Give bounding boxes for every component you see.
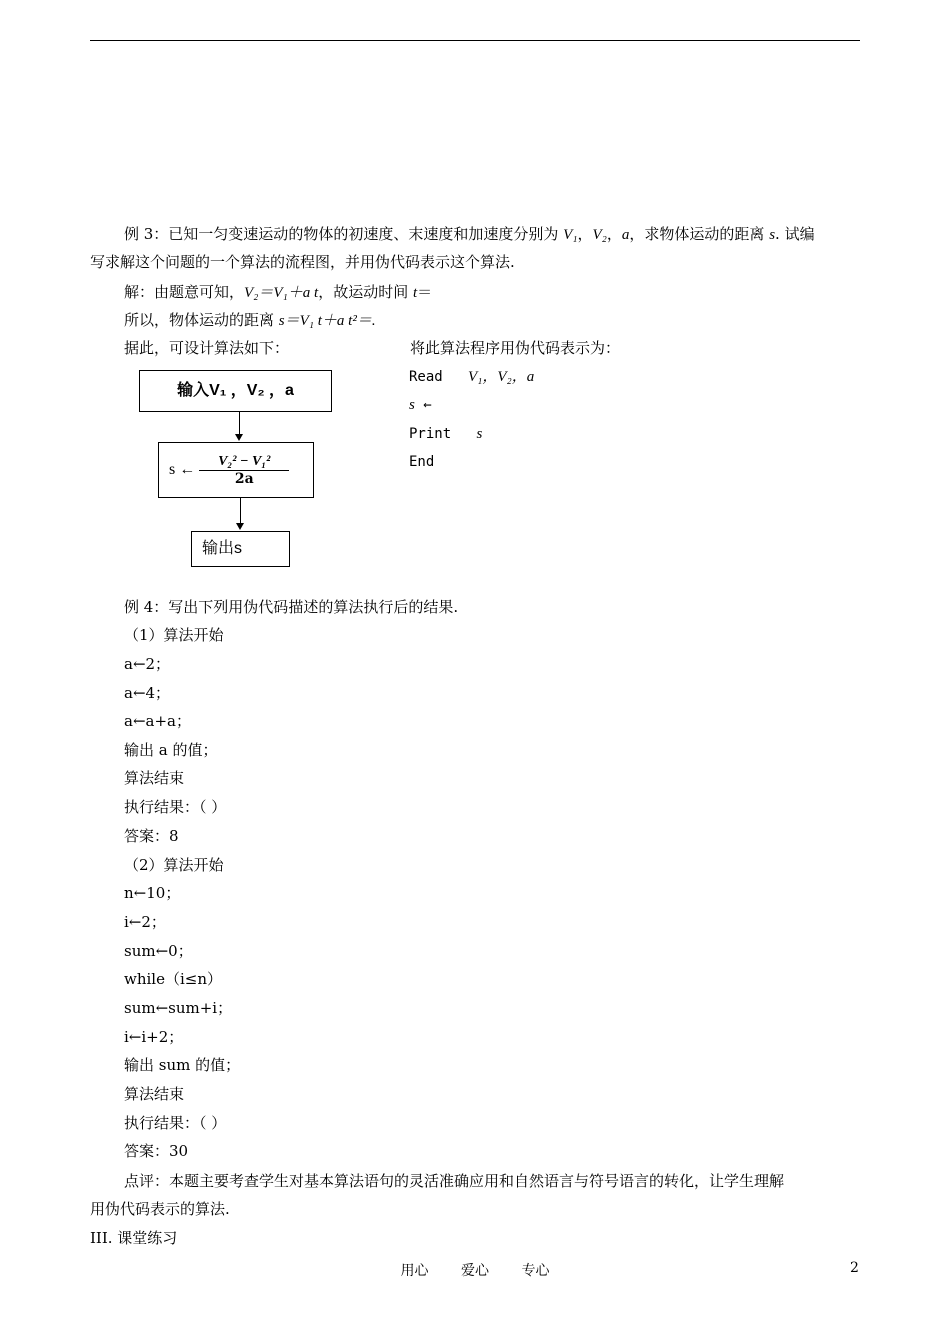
flow-assign-content (169, 443, 289, 497)
ex4-p1-line3: a←a+a； (124, 712, 191, 730)
ex4-title: 例 4：写出下列用伪代码描述的算法执行后的结果. (124, 598, 459, 616)
var-t: t (412, 285, 418, 301)
ex4-p1-answer: 答案：8 (124, 827, 179, 845)
var-v1: V₁ (563, 227, 578, 243)
footer-word: 用心 (400, 1263, 429, 1279)
assign-arrow: ← (423, 397, 432, 413)
ex3-line2: 写求解这个问题的一个算法的流程图，并用伪代码表示这个算法. (90, 253, 515, 271)
ex4-p2-end: 算法结束 (124, 1085, 185, 1103)
print-arg: s (476, 426, 483, 442)
ex4-p1-line2: a←4； (124, 684, 171, 702)
ex4-p2-line4: while（i≤n） (124, 970, 222, 988)
flow-assign-box (158, 442, 314, 498)
ex4-p1-output: 输出 a 的值； (124, 741, 218, 759)
sol-equation: V₂＝V₁＋a t (244, 285, 319, 301)
page-number: 2 (850, 1260, 859, 1276)
ex4-comment-1: 点评：本题主要考查学生对基本算法语句的灵活准确应用和自然语言与符号语言的转化，让学生理解 (124, 1172, 785, 1190)
ex3-solution (124, 282, 432, 303)
ex4-p1-result: 执行结果：（ ） (124, 798, 227, 816)
read-args: V₁，V₂，a (468, 369, 535, 385)
ex4-p1-start: （1）算法开始 (124, 626, 224, 644)
sol-text: 解：由题意可知， (124, 283, 245, 301)
ex3-distance (124, 310, 376, 331)
header-rule (90, 40, 860, 41)
sep: ， (577, 225, 593, 243)
ex3-line1 (124, 224, 815, 245)
var-v2: V₂ (592, 227, 607, 243)
kw-print: Print (409, 426, 452, 442)
flow-input-label: 输入V₁ ，V₂ ，a (177, 382, 294, 399)
flow-arrowhead-2 (236, 523, 244, 530)
pseudo-read (409, 367, 534, 387)
var-a: a (621, 227, 630, 243)
ex3-text-c: . 试编 (775, 225, 815, 243)
footer-word: 爱心 (461, 1263, 489, 1279)
flow-fraction (199, 454, 289, 487)
ex3-text-a: 例 3：已知一匀变速运动的物体的初速度、末速度和加速度分别为 (124, 225, 564, 243)
pseudo-print (409, 424, 482, 444)
ex4-p2-result: 执行结果：（ ） (124, 1114, 227, 1132)
ex4-p2-answer: 答案：30 (124, 1142, 189, 1160)
pseudo-end: End (409, 454, 435, 470)
dist-equation: s＝V₁ t＋a t²＝. (278, 313, 376, 329)
ex4-p2-line6: i←i+2； (124, 1028, 184, 1046)
assign-var-s: s (409, 397, 415, 413)
ex4-p2-output: 输出 sum 的值； (124, 1056, 241, 1074)
ex4-p2-line1: n←10； (124, 884, 181, 902)
flow-assign-s: s ← (169, 461, 196, 478)
ex4-p2-line3: sum←0； (124, 942, 193, 960)
sep: ， (606, 225, 622, 243)
ex3-design: 据此，可设计算法如下： (124, 339, 290, 357)
ex4-p2-line5: sum←sum+i； (124, 999, 233, 1017)
sol-text: ＝ (417, 283, 433, 301)
pseudo-assign (409, 395, 432, 415)
section-title: III. 课堂练习 (90, 1229, 178, 1247)
fraction-denominator: 2a (234, 470, 254, 487)
flow-arrow-2 (240, 497, 241, 523)
footer-word: 专心 (521, 1263, 550, 1279)
flow-arrow-1 (239, 411, 240, 435)
sol-text: ，故运动时间 (318, 283, 413, 301)
var-s: s (769, 227, 776, 243)
kw-read: Read (409, 369, 443, 385)
ex4-p1-end: 算法结束 (124, 769, 185, 787)
ex4-comment-2: 用伪代码表示的算法. (90, 1200, 230, 1218)
flow-output-label: 输出s (202, 540, 243, 557)
flow-input-box (139, 370, 332, 412)
dist-text: 所以，物体运动的距离 (124, 311, 279, 329)
ex4-p1-line1: a←2； (124, 655, 171, 673)
flow-output-box (191, 531, 290, 567)
ex4-p2-line2: i←2； (124, 913, 166, 931)
ex4-p2-start: （2）算法开始 (124, 856, 224, 874)
pseudo-intro: 将此算法程序用伪代码表示为： (410, 339, 621, 357)
flow-arrowhead-1 (235, 434, 243, 441)
ex3-text-b: ，求物体运动的距离 (629, 225, 770, 243)
fraction-numerator: V₂² − V₁² (199, 454, 289, 471)
page-footer (0, 1260, 950, 1280)
